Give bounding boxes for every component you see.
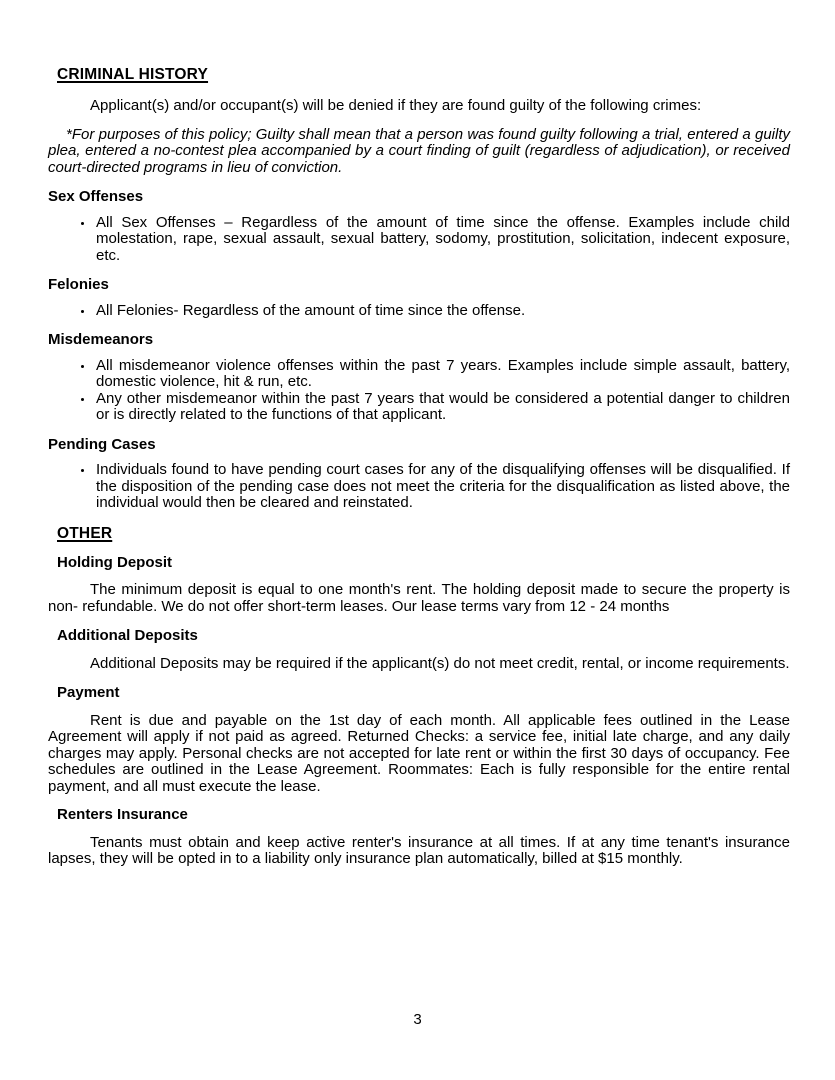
misdemeanors-list [48,358,790,424]
guilty-policy-note: *For purposes of this policy; Guilty shall mean that a person was found guilty following a trial, entered a guilty plea, entered a no-contest plea accompanied by a court finding of guilt (regardless of adjudication), or received court-directed programs in lieu of conviction. [48,125,790,176]
holding-deposit-paragraph: The minimum deposit is equal to one month's rent. The holding deposit made to secure the property is non- refundable. We do not offer short-term leases. Our lease terms vary from 12 - 24 months [48,581,790,615]
felonies-list [48,303,790,320]
list-item: Individuals found to have pending court cases for any of the disqualifying offenses will be disqualified. If the disposition of the pending case does not meet the criteria for the disqualification as listed above, the individual would then be cleared and reinstated. [96,461,790,511]
list-item: All Felonies- Regardless of the amount of time since the offense. [96,303,790,320]
criminal-history-intro: Applicant(s) and/or occupant(s) will be denied if they are found guilty of the following crimes: [90,97,702,114]
heading-misdemeanors: Misdemeanors [48,331,154,348]
list-item: All misdemeanor violence offenses within the past 7 years. Examples include simple assault, battery, domestic violence, hit & run, etc. [96,356,790,390]
heading-holding-deposit: Holding Deposit [57,553,172,571]
payment-paragraph: Rent is due and payable on the 1st day of each month. All applicable fees outlined in the Lease Agreement will apply if not paid as agreed. Returned Checks: a service fee, initial late charge, and any daily charges may apply. Personal checks are not accepted for late rent or within the first 30 days of occupancy. Fee schedules are outlined in the Lease Agreement. Roommates: Each is fully responsible for the entire rental payment, and all must execute the lease. [48,711,790,795]
renters-insurance-paragraph: Tenants must obtain and keep active renter's insurance at all times. If at any time tenant's insurance lapses, they will be opted in to a liability only insurance plan automatically, billed at $15 monthly. [48,833,790,867]
pending-cases-list [48,462,790,512]
additional-deposits-paragraph: Additional Deposits may be required if the applicant(s) do not meet credit, rental, or income requirements. [90,654,790,672]
heading-pending-cases: Pending Cases [48,435,156,453]
heading-additional-deposits: Additional Deposits [57,627,198,644]
list-item: Any other misdemeanor within the past 7 years that would be considered a potential danger to children or is directly related to the functions of that applicant. [96,389,790,423]
heading-renters-insurance: Renters Insurance [57,806,188,823]
sex-offenses-list [48,215,790,265]
heading-felonies: Felonies [48,276,109,293]
heading-payment: Payment [57,684,120,701]
heading-criminal-history: CRIMINAL HISTORY [57,66,209,83]
page-number: 3 [413,1011,422,1028]
heading-other: OTHER [57,524,113,542]
list-item: All Sex Offenses – Regardless of the amount of time since the offense. Examples include child molestation, rape, sexual assault, sexual battery, sodomy, prostitution, solicitation, indecent exposure, etc. [96,213,790,264]
heading-sex-offenses: Sex Offenses [48,188,144,205]
